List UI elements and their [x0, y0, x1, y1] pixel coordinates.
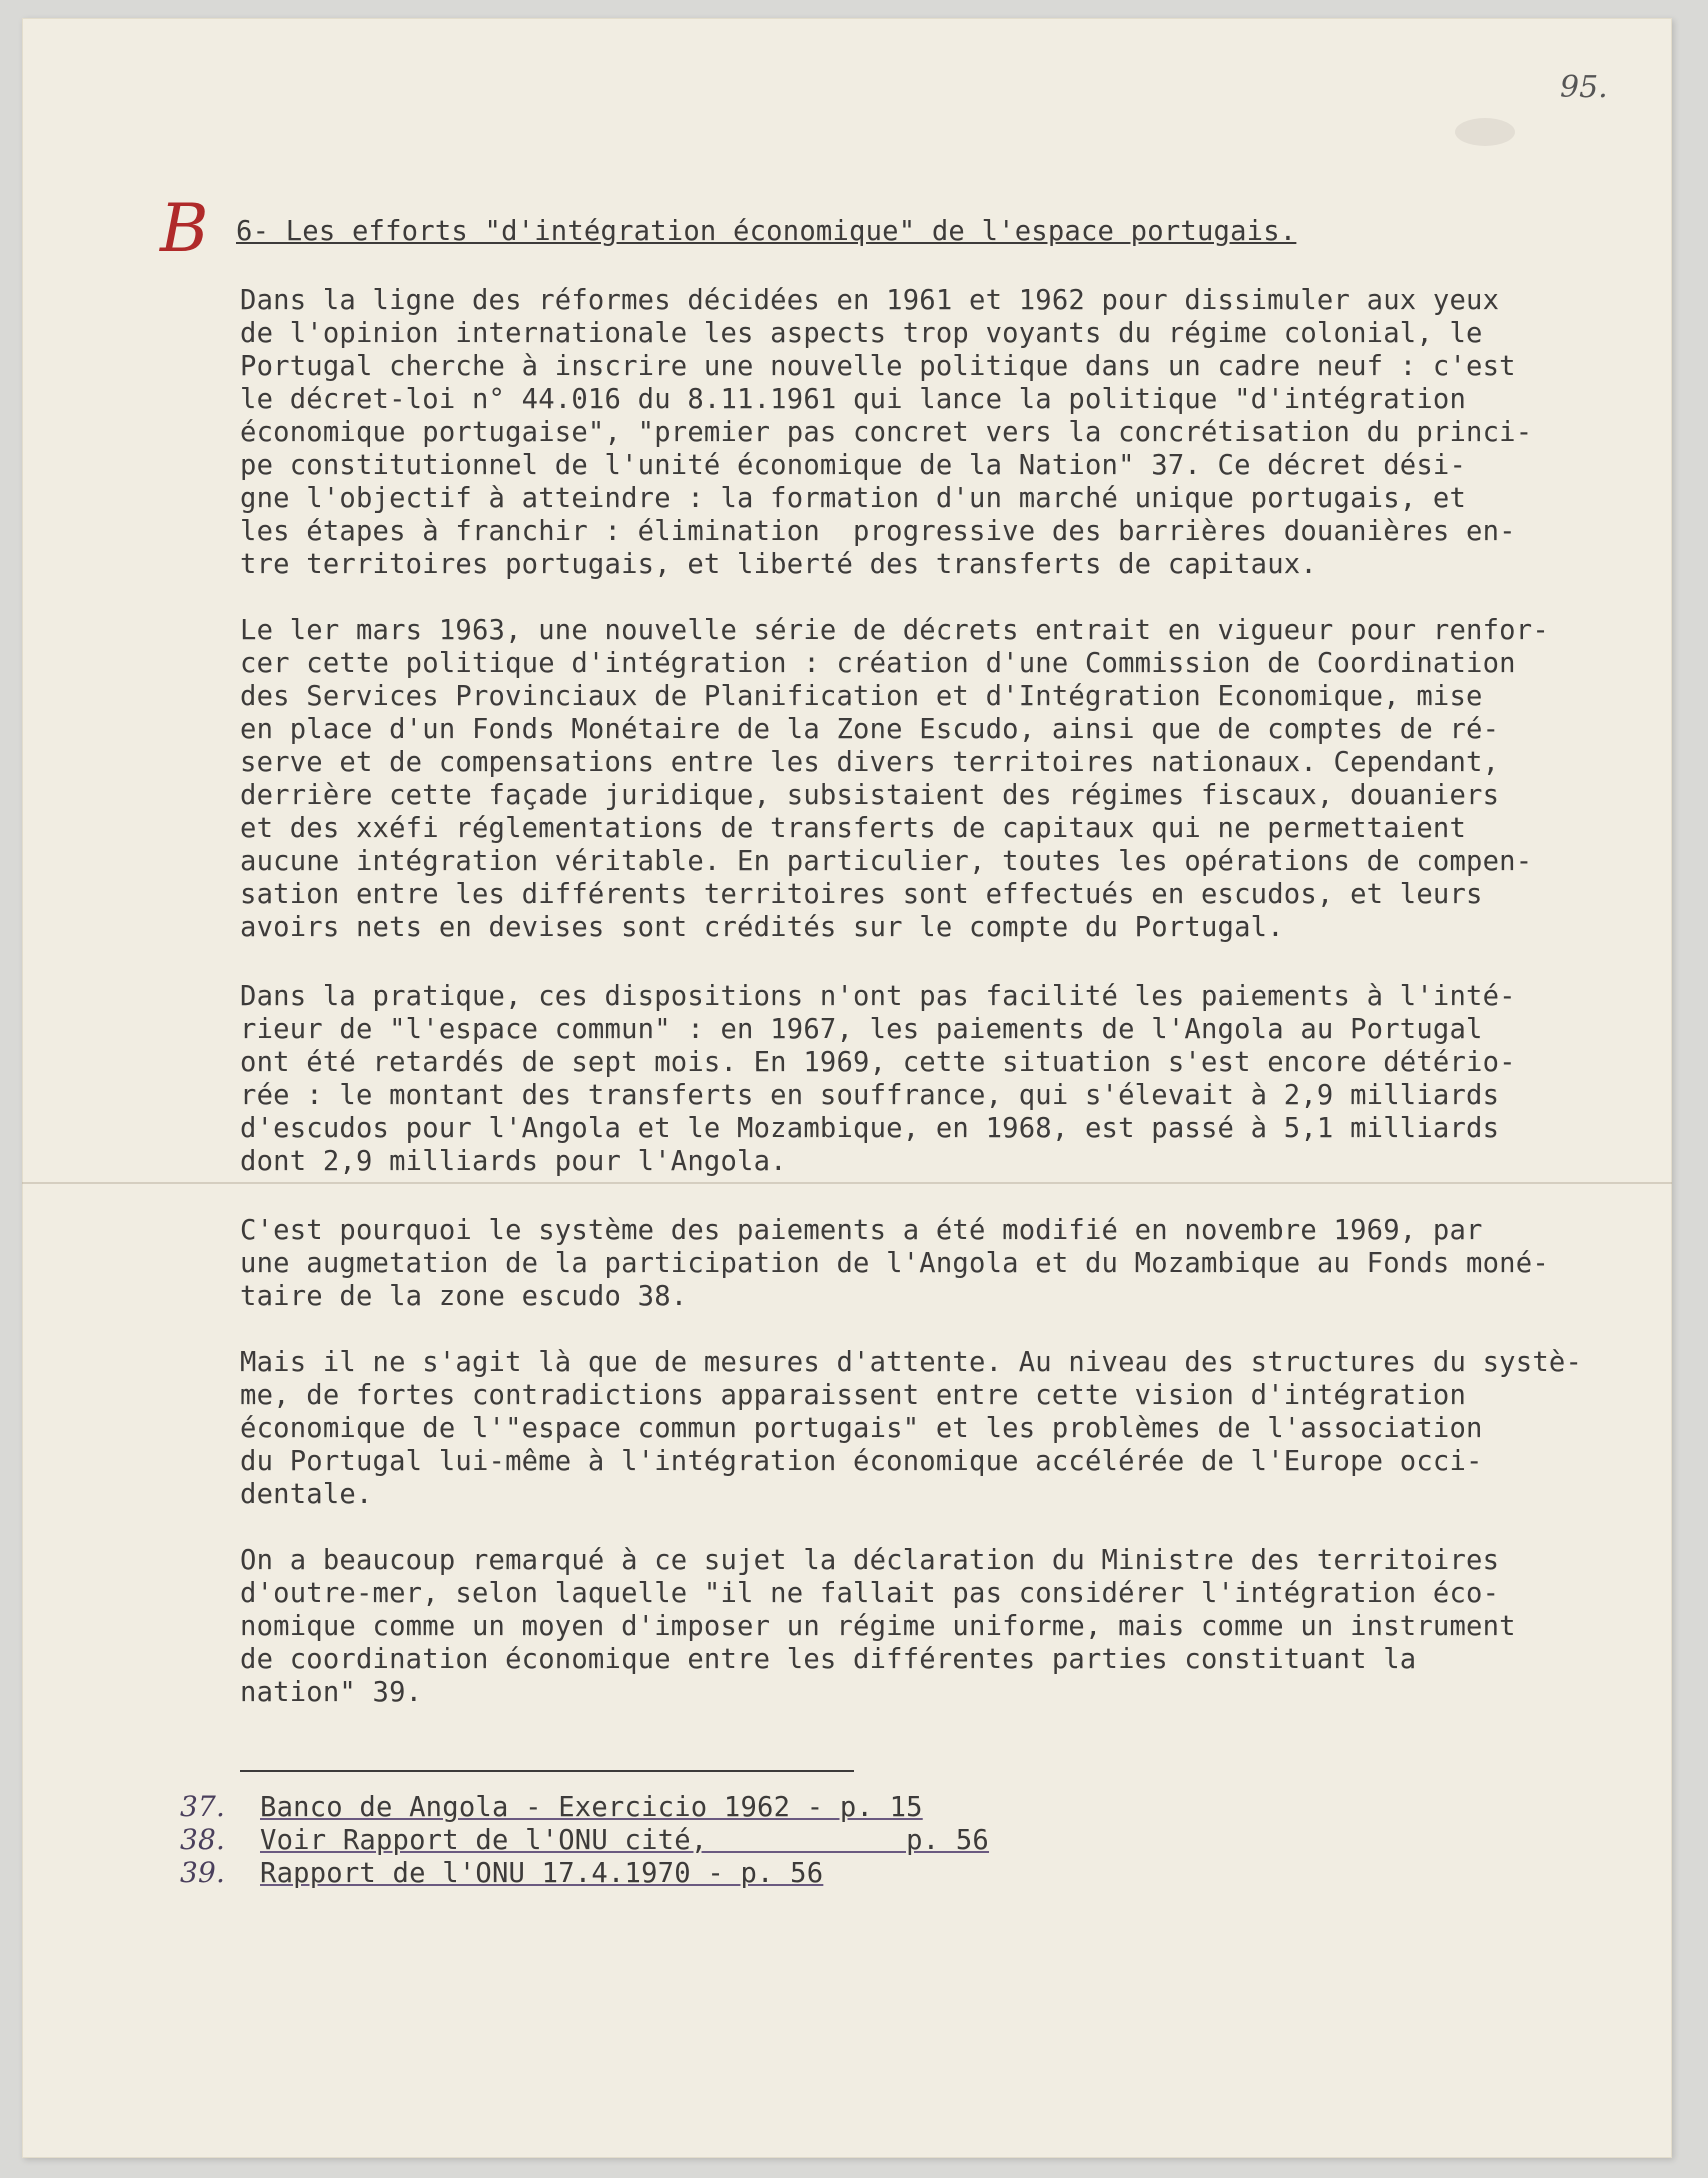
text-line: en place d'un Fonds Monétaire de la Zone Escudo, ainsi que de comptes de ré-	[240, 714, 1500, 745]
text-line: d'escudos pour l'Angola et le Mozambique, en 1968, est passé à 5,1 milliards	[240, 1113, 1500, 1144]
page-number: 95.	[1560, 70, 1608, 105]
paper-stain	[1455, 118, 1515, 146]
text-line: du Portugal lui-même à l'intégration économique accélérée de l'Europe occi-	[240, 1446, 1483, 1477]
text-line: taire de la zone escudo 38.	[240, 1281, 688, 1312]
paragraph-5	[240, 1346, 1660, 1511]
text-line: économique portugaise", "premier pas concret vers la concrétisation du princi-	[240, 417, 1533, 448]
footnote-text: Voir Rapport de l'ONU cité, p. 56	[260, 1825, 990, 1856]
text-line: nomique comme un moyen d'imposer un régime uniforme, mais comme un instrument	[240, 1611, 1516, 1642]
text-line: C'est pourquoi le système des paiements a été modifié en novembre 1969, par	[240, 1215, 1483, 1246]
footnote	[180, 1823, 989, 1856]
margin-annotation: B	[160, 190, 209, 267]
paper-fold-line	[22, 1182, 1672, 1184]
footnote-number: 37.	[180, 1790, 226, 1823]
text-line: gne l'objectif à atteindre : la formation d'un marché unique portugais, et	[240, 483, 1467, 514]
text-line: pe constitutionnel de l'unité économique de la Nation" 37. Ce décret dési-	[240, 450, 1467, 481]
text-line: rieur de "l'espace commun" : en 1967, les paiements de l'Angola au Portugal	[240, 1014, 1483, 1045]
paragraph-3	[240, 980, 1660, 1178]
text-line: avoirs nets en devises sont crédités sur le compte du Portugal.	[240, 912, 1284, 943]
footnote	[180, 1790, 989, 1823]
footnote-number: 38.	[180, 1823, 226, 1856]
footnote-text: Rapport de l'ONU 17.4.1970 - p. 56	[260, 1858, 824, 1889]
text-line: rée : le montant des transferts en souffrance, qui s'élevait à 2,9 milliards	[240, 1080, 1500, 1111]
footnote-number: 39.	[180, 1856, 226, 1889]
paragraph-4	[240, 1214, 1660, 1313]
text-line: de l'opinion internationale les aspects trop voyants du régime colonial, le	[240, 318, 1483, 349]
text-line: des Services Provinciaux de Planification et d'Intégration Economique, mise	[240, 681, 1483, 712]
text-line: Le ler mars 1963, une nouvelle série de décrets entrait en vigueur pour renfor-	[240, 615, 1549, 646]
text-line: cer cette politique d'intégration : création d'une Commission de Coordination	[240, 648, 1516, 679]
text-line: sation entre les différents territoires sont effectués en escudos, et leurs	[240, 879, 1483, 910]
text-line: le décret-loi n° 44.016 du 8.11.1961 qui lance la politique "d'intégration	[240, 384, 1467, 415]
text-line: derrière cette façade juridique, subsistaient des régimes fiscaux, douaniers	[240, 780, 1500, 811]
footnote-separator	[240, 1770, 854, 1772]
text-line: Mais il ne s'agit là que de mesures d'attente. Au niveau des structures du systè-	[240, 1347, 1583, 1378]
text-line: Portugal cherche à inscrire une nouvelle politique dans un cadre neuf : c'est	[240, 351, 1516, 382]
text-line: ont été retardés de sept mois. En 1969, cette situation s'est encore détério-	[240, 1047, 1516, 1078]
text-line: Dans la ligne des réformes décidées en 1961 et 1962 pour dissimuler aux yeux	[240, 285, 1500, 316]
text-line: dont 2,9 milliards pour l'Angola.	[240, 1146, 787, 1177]
paragraph-6	[240, 1544, 1660, 1709]
text-line: dentale.	[240, 1479, 373, 1510]
text-line: une augmetation de la participation de l'Angola et du Mozambique au Fonds moné-	[240, 1248, 1549, 1279]
text-line: de coordination économique entre les différentes parties constituant la	[240, 1644, 1417, 1675]
footnotes	[180, 1790, 989, 1889]
text-line: et des xxéfi réglementations de transferts de capitaux qui ne permettaient	[240, 813, 1467, 844]
text-line: Dans la pratique, ces dispositions n'ont pas facilité les paiements à l'inté-	[240, 981, 1516, 1012]
text-line: nation" 39.	[240, 1677, 423, 1708]
text-line: aucune intégration véritable. En particulier, toutes les opérations de compen-	[240, 846, 1533, 877]
section-heading: 6- Les efforts "d'intégration économique" de l'espace portugais.	[236, 216, 1297, 247]
text-line: d'outre-mer, selon laquelle "il ne fallait pas considérer l'intégration éco-	[240, 1578, 1500, 1609]
text-line: me, de fortes contradictions apparaissent entre cette vision d'intégration	[240, 1380, 1467, 1411]
text-line: serve et de compensations entre les divers territoires nationaux. Cependant,	[240, 747, 1500, 778]
text-line: économique de l'"espace commun portugais" et les problèmes de l'association	[240, 1413, 1483, 1444]
paragraph-1	[240, 284, 1660, 581]
footnote-text: Banco de Angola - Exercicio 1962 - p. 15	[260, 1792, 923, 1823]
paragraph-2	[240, 614, 1660, 944]
text-line: tre territoires portugais, et liberté des transferts de capitaux.	[240, 549, 1317, 580]
text-line: les étapes à franchir : élimination progressive des barrières douanières en-	[240, 516, 1516, 547]
footnote	[180, 1856, 989, 1889]
text-line: On a beaucoup remarqué à ce sujet la déclaration du Ministre des territoires	[240, 1545, 1500, 1576]
